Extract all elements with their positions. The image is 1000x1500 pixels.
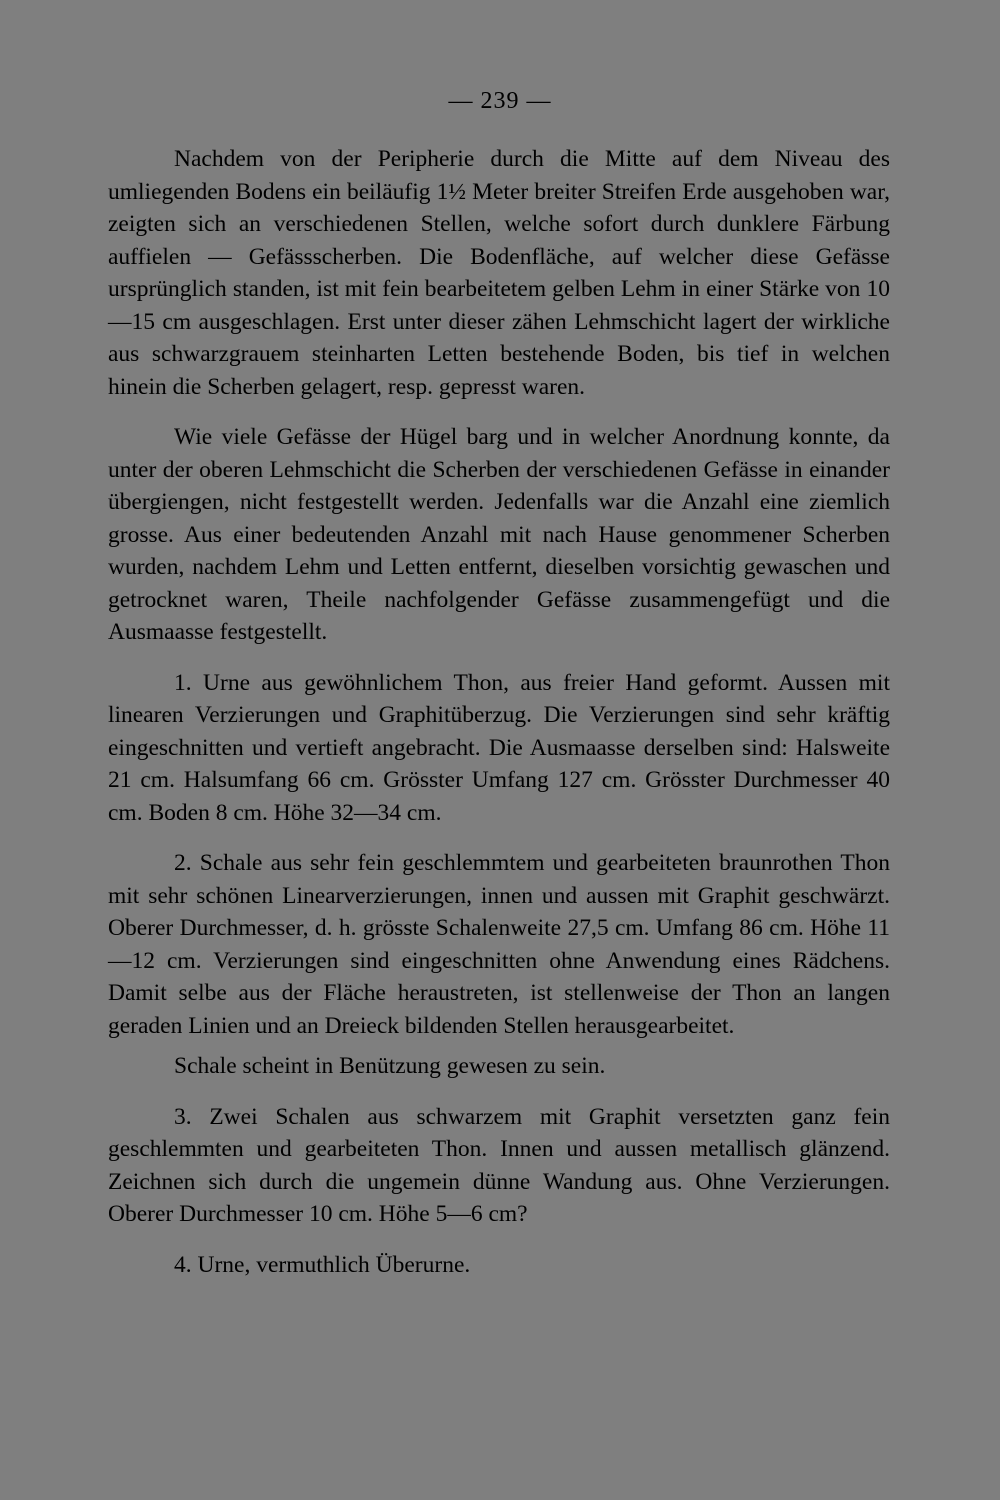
paragraph-item-3-bowls: 3. Zwei Schalen aus schwarzem mit Graphit versetzten ganz fein geschlemmten und gearbeiteten Thon. Innen und aussen metallisch glänzend. Zeichnen sich durch die ungemein dünne Wandung aus. Ohne Verzierungen. Oberer Durchmesser 10 cm. Höhe 5—6 cm? [108, 1103, 890, 1227]
paragraph-item-1-urn: 1. Urne aus gewöhnlichem Thon, aus freier Hand geformt. Aussen mit linearen Verzierungen und Graphitüberzug. Die Verzierungen sind sehr kräftig eingeschnitten und vertieft angebracht. Die Ausmaasse derselben sind: Halsweite 21 cm. Halsumfang 66 cm. Grösster Umfang 127 cm. Grösster Durchmesser 40 cm. Boden 8 cm. Höhe 32—34 cm. [108, 669, 890, 826]
paragraph-item-2-bowl: 2. Schale aus sehr fein geschlemmtem und gearbeiteten braunrothen Thon mit sehr schönen Linearverzierungen, innen und aussen mit Graphit geschwärzt. Oberer Durchmesser, d. h. grösste Schalenweite 27,5 cm. Umfang 86 cm. Höhe 11—12 cm. Verzierungen sind eingeschnitten ohne Anwendung eines Rädchens. Damit selbe aus der Fläche heraustreten, ist stellenweise der Thon an langen geraden Linien und an Dreieck bildenden Stellen herausgearbeitet. [108, 850, 890, 1039]
text-body [108, 143, 890, 1281]
page-number: — 239 — [448, 88, 552, 114]
paragraph-item-4-urn: 4. Urne, vermuthlich Überurne. [174, 1251, 471, 1278]
paragraph-bowl-usage: Schale scheint in Benützung gewesen zu sein. [174, 1053, 606, 1079]
paragraph-excavation: Nachdem von der Peripherie durch die Mitte auf dem Niveau des umliegenden Bodens ein beiläufig 1½ Meter breiter Streifen Erde ausgehoben war, zeigten sich an verschiedenen Stellen, welche sofort durch dunklere Färbung auffielen — Gefässscherben. Die Bodenfläche, auf welcher diese Gefässe ursprünglich standen, ist mit fein bearbeitetem gelben Lehm in einer Stärke von 10—15 cm ausgeschlagen. Erst unter dieser zähen Lehmschicht lagert der wirkliche aus schwarzgrauem steinharten Letten bestehende Boden, bis tief in welchen hinein die Scherben gelagert, resp. gepresst waren. [108, 146, 890, 400]
paragraph-vessel-count: Wie viele Gefässe der Hügel barg und in welcher Anordnung konnte, da unter der oberen Lehmschicht die Scherben der verschiedenen Gefässe in einander übergiengen, nicht festgestellt werden. Jedenfalls war die Anzahl eine ziemlich grosse. Aus einer bedeutenden Anzahl mit nach Hause genommener Scherben wurden, nachdem Lehm und Letten entfernt, dieselben vorsichtig gewaschen und getrocknet waren, Theile nachfolgender Gefässe zusammengefügt und die Ausmaasse festgestellt. [108, 424, 890, 645]
